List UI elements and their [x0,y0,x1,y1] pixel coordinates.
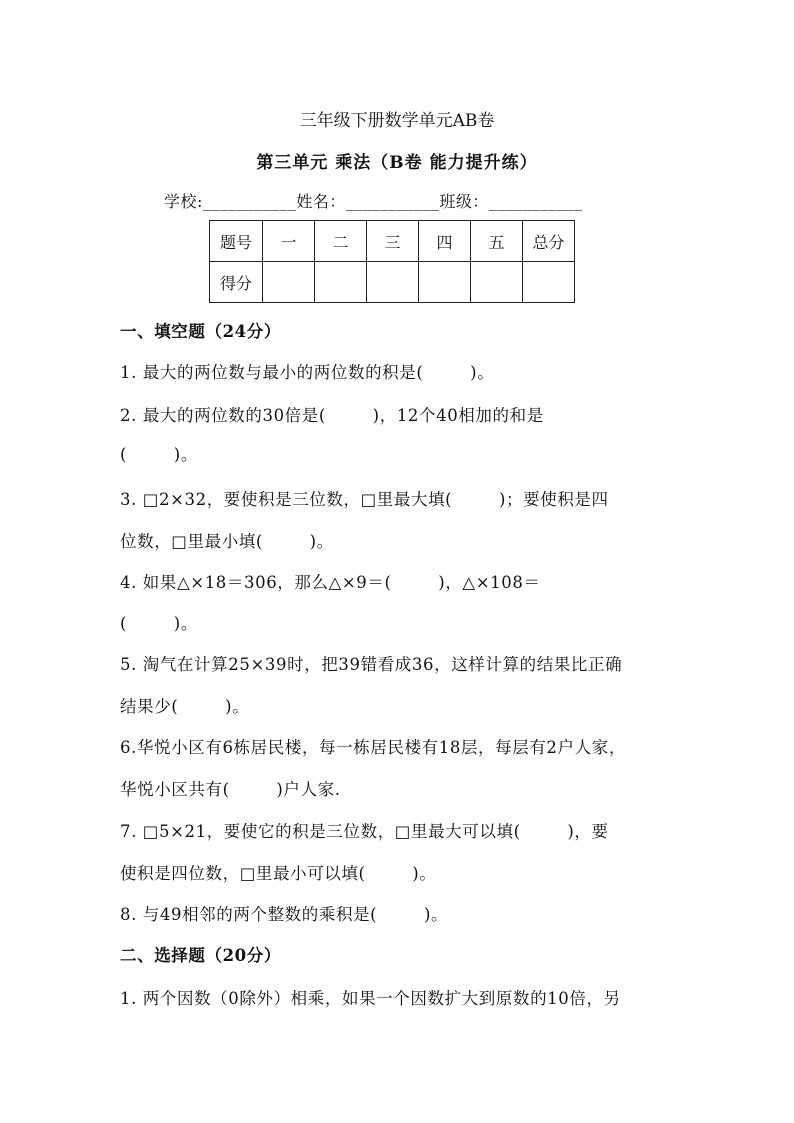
question-line: 6.华悦小区有6栋居民楼，每一栋居民楼有18层，每层有2户人家， [120,738,626,757]
document-title: 三年级下册数学单元AB卷 [299,111,495,131]
document-subtitle: 第三单元 乘法（B卷 能力提升练） [256,153,538,173]
header-cell: 五 [471,221,523,262]
header-cell: 二 [315,221,367,262]
question-line: ( )。 [120,445,198,464]
question-line: 华悦小区共有( )户人家. [120,780,341,799]
question-line: 1. 两个因数（0除外）相乘，如果一个因数扩大到原数的10倍，另 [120,989,621,1008]
score-table-score-row [210,262,575,303]
score-cell [419,262,471,303]
row-label-cell: 得分 [210,262,263,303]
score-cell [367,262,419,303]
header-cell: 一 [263,221,315,262]
question-line: 4. 如果△×18＝306，那么△×9＝( )，△×108＝ [120,573,541,592]
question-line: ( )。 [120,614,198,633]
question-line: 位数，□里最小填( )。 [120,532,334,551]
section-heading: 一、填空题（24分） [120,322,281,341]
score-cell [263,262,315,303]
section-heading: 二、选择题（20分） [120,946,281,965]
score-cell [523,262,575,303]
question-line: 结果少( )。 [120,697,250,716]
header-cell: 四 [419,221,471,262]
score-table-header-row [210,221,575,262]
student-info-line: 学校:___________姓名：___________班级：___________ [164,192,583,211]
header-cell: 总分 [523,221,575,262]
score-cell [315,262,367,303]
question-line: 7. □5×21，要使它的积是三位数，□里最大可以填( )，要 [120,822,609,841]
header-cell: 三 [367,221,419,262]
question-line: 使积是四位数，□里最小可以填( )。 [120,864,437,883]
question-line: 2. 最大的两位数的30倍是( )，12个40相加的和是 [120,406,544,425]
question-line: 5. 淘气在计算25×39时，把39错看成36，这样计算的结果比正确 [120,655,623,674]
question-line: 1. 最大的两位数与最小的两位数的积是( )。 [120,363,495,382]
score-table [209,220,575,303]
header-cell: 题号 [210,221,263,262]
score-cell [471,262,523,303]
question-line: 3. □2×32，要使积是三位数，□里最大填( )；要使积是四 [120,490,609,509]
question-line: 8. 与49相邻的两个整数的乘积是( )。 [120,905,449,924]
